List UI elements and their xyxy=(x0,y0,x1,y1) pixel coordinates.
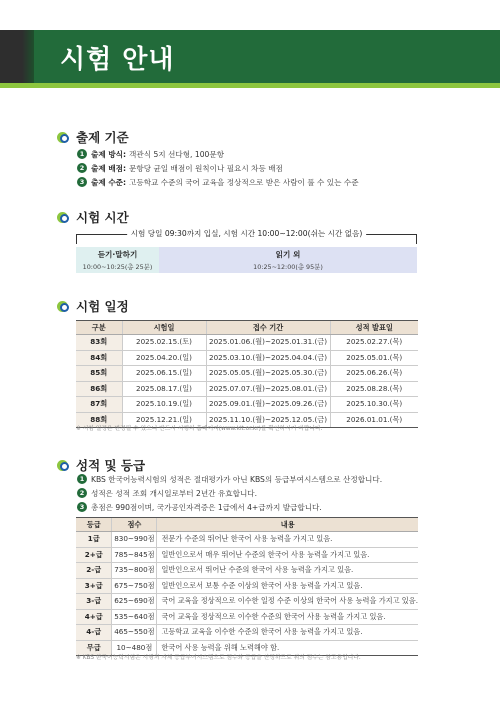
table-cell: 2025.06.15.(일) xyxy=(122,366,206,382)
table-cell: 535~640점 xyxy=(112,609,157,625)
section-title-overview xyxy=(57,128,129,146)
page-title: 시험 안내 xyxy=(60,45,175,75)
item-label: 출제 수준: xyxy=(91,177,127,187)
table-cell: 4-급 xyxy=(76,625,112,641)
section-title-schedule xyxy=(57,297,129,315)
number-badge: 3 xyxy=(77,177,87,187)
section-title-text: 출제 기준 xyxy=(76,130,129,145)
table-row xyxy=(76,335,418,351)
time-header-bracket xyxy=(76,229,417,244)
table-cell: 3-급 xyxy=(76,594,112,610)
header-accent-line xyxy=(0,83,500,88)
item-label: 출제 방식: xyxy=(91,149,127,159)
item-text: 성적은 성적 조회 개시일로부터 2년간 유효합니다. xyxy=(91,488,258,498)
table-cell: 일반인으로서 뛰어난 수준의 한국어 사용 능력을 가지고 있음. xyxy=(157,563,418,579)
table-cell: 2025.10.19.(일) xyxy=(122,397,206,413)
column-header: 점수 xyxy=(112,518,157,532)
table-cell: 88회 xyxy=(76,412,122,428)
section-title-text: 성적 및 등급 xyxy=(76,458,146,473)
table-cell: 785~845점 xyxy=(112,547,157,563)
table-cell: 2025.07.07.(월)~2025.08.01.(금) xyxy=(206,381,330,397)
time-part-range: 10:25~12:00(총 95분) xyxy=(253,263,323,271)
column-header: 성적 발표일 xyxy=(330,321,418,335)
table-cell: 2025.08.17.(일) xyxy=(122,381,206,397)
table-cell: 2025.12.21.(일) xyxy=(122,412,206,428)
item-text: 객관식 5지 선다형, 100문항 xyxy=(129,149,225,159)
table-row xyxy=(76,563,418,579)
number-badge: 1 xyxy=(77,149,87,159)
table-row xyxy=(76,381,418,397)
table-row xyxy=(76,547,418,563)
number-badge: 1 xyxy=(77,474,87,484)
time-parts xyxy=(76,247,417,273)
table-cell: 2025.02.27.(목) xyxy=(330,335,418,351)
schedule-table xyxy=(76,320,418,428)
table-cell: 국어 교육을 정상적으로 이수한 수준의 한국어 사용 능력을 가지고 있음. xyxy=(157,609,418,625)
table-cell: 2025.05.01.(목) xyxy=(330,350,418,366)
table-cell: 87회 xyxy=(76,397,122,413)
column-header: 구분 xyxy=(76,321,122,335)
table-cell: 830~990점 xyxy=(112,532,157,548)
table-cell: 무급 xyxy=(76,640,112,656)
time-part-reading xyxy=(159,247,417,273)
time-part-name: 읽기 외 xyxy=(275,250,301,259)
table-cell: 10~480점 xyxy=(112,640,157,656)
table-cell: 2+급 xyxy=(76,547,112,563)
grades-list xyxy=(77,472,382,514)
column-header: 내용 xyxy=(157,518,418,532)
section-title-text: 시험 시간 xyxy=(76,210,129,225)
table-cell: 735~800점 xyxy=(112,563,157,579)
table-row xyxy=(76,366,418,382)
table-cell: 2026.01.01.(목) xyxy=(330,412,418,428)
time-part-range: 10:00~10:25(총 25분) xyxy=(82,263,153,271)
table-cell: 85회 xyxy=(76,366,122,382)
table-cell: 국어 교육을 정상적으로 이수한 일정 수준 이상의 한국어 사용 능력을 가지고 있음. xyxy=(157,594,418,610)
section-bullet-icon xyxy=(57,131,70,144)
table-cell: 2025.11.10.(월)~2025.12.05.(금) xyxy=(206,412,330,428)
table-cell: 84회 xyxy=(76,350,122,366)
grades-note: ※ KBS 한국어능력시험은 시행처 자체 등급부여시스템으로 점수와 등급을 산정하므로 위의 점수는 참고용입니다. xyxy=(76,655,361,661)
table-cell: 465~550점 xyxy=(112,625,157,641)
table-cell: 전문가 수준의 뛰어난 한국어 사용 능력을 가지고 있음. xyxy=(157,532,418,548)
item-text: KBS 한국어능력시험의 성적은 절대평가가 아닌 KBS의 등급부여시스템으로 산정합니다. xyxy=(91,474,383,484)
section-bullet-icon xyxy=(57,459,70,472)
number-badge: 2 xyxy=(77,163,87,173)
time-part-listening xyxy=(76,247,159,273)
table-cell: 2025.09.01.(월)~2025.09.26.(금) xyxy=(206,397,330,413)
table-cell: 고등학교 교육을 이수한 수준의 한국어 사용 능력을 가지고 있음. xyxy=(157,625,418,641)
table-cell: 한국어 사용 능력을 위해 노력해야 함. xyxy=(157,640,418,656)
table-row xyxy=(76,578,418,594)
section-bullet-icon xyxy=(57,211,70,224)
page-header xyxy=(0,30,500,83)
table-cell: 2025.03.10.(월)~2025.04.04.(금) xyxy=(206,350,330,366)
table-header-row xyxy=(76,321,418,335)
item-label: 출제 배점: xyxy=(91,163,127,173)
list-item xyxy=(77,486,382,500)
number-badge: 3 xyxy=(77,502,87,512)
table-cell: 2025.10.30.(목) xyxy=(330,397,418,413)
section-title-time xyxy=(57,208,129,226)
table-cell: 86회 xyxy=(76,381,122,397)
table-cell: 2025.08.28.(목) xyxy=(330,381,418,397)
time-header-note: 시험 당일 09:30까지 입실, 시험 시간 10:00~12:00(쉬는 시간 없음) xyxy=(127,228,367,239)
time-part-name: 듣기·말하기 xyxy=(97,250,138,259)
section-bullet-icon xyxy=(57,300,70,313)
list-item xyxy=(77,161,359,175)
table-cell: 675~750점 xyxy=(112,578,157,594)
column-header: 시험일 xyxy=(122,321,206,335)
table-cell: 4+급 xyxy=(76,609,112,625)
schedule-note: ※ 시험 일정은 변경될 수 있으니 반드시 시행처 홈페이지(www.klt.or.kr)를 확인하시기 바랍니다. xyxy=(76,426,323,432)
table-row xyxy=(76,350,418,366)
list-item xyxy=(77,147,359,161)
table-cell: 83회 xyxy=(76,335,122,351)
number-badge: 2 xyxy=(77,488,87,498)
table-header-row xyxy=(76,518,418,532)
table-row xyxy=(76,609,418,625)
list-item xyxy=(77,175,359,189)
table-row xyxy=(76,594,418,610)
table-cell: 2-급 xyxy=(76,563,112,579)
item-text: 문항당 균일 배점이 원칙이나 필요시 차등 배점 xyxy=(129,163,283,173)
column-header: 접수 기간 xyxy=(206,321,330,335)
item-text: 고등학교 수준의 국어 교육을 정상적으로 받은 사람이 풀 수 있는 수준 xyxy=(129,177,359,187)
overview-list xyxy=(77,147,359,189)
table-cell: 1급 xyxy=(76,532,112,548)
list-item xyxy=(77,472,382,486)
time-schedule-box xyxy=(76,231,417,273)
table-row xyxy=(76,397,418,413)
table-cell: 625~690점 xyxy=(112,594,157,610)
table-cell: 일반인으로서 매우 뛰어난 수준의 한국어 사용 능력을 가지고 있음. xyxy=(157,547,418,563)
table-cell: 2025.02.15.(토) xyxy=(122,335,206,351)
table-cell: 2025.01.06.(월)~2025.01.31.(금) xyxy=(206,335,330,351)
table-cell: 2025.06.26.(목) xyxy=(330,366,418,382)
table-cell: 3+급 xyxy=(76,578,112,594)
section-title-text: 시험 일정 xyxy=(76,299,129,314)
table-cell: 2025.05.05.(월)~2025.05.30.(금) xyxy=(206,366,330,382)
header-tab-accent xyxy=(0,30,34,83)
table-row xyxy=(76,625,418,641)
table-cell: 일반인으로서 보통 수준 이상의 한국어 사용 능력을 가지고 있음. xyxy=(157,578,418,594)
grades-table xyxy=(76,517,418,656)
list-item xyxy=(77,500,382,514)
table-row xyxy=(76,532,418,548)
item-text: 총점은 990점이며, 국가공인자격증은 1급에서 4+급까지 발급합니다. xyxy=(91,502,322,512)
table-cell: 2025.04.20.(일) xyxy=(122,350,206,366)
column-header: 등급 xyxy=(76,518,112,532)
